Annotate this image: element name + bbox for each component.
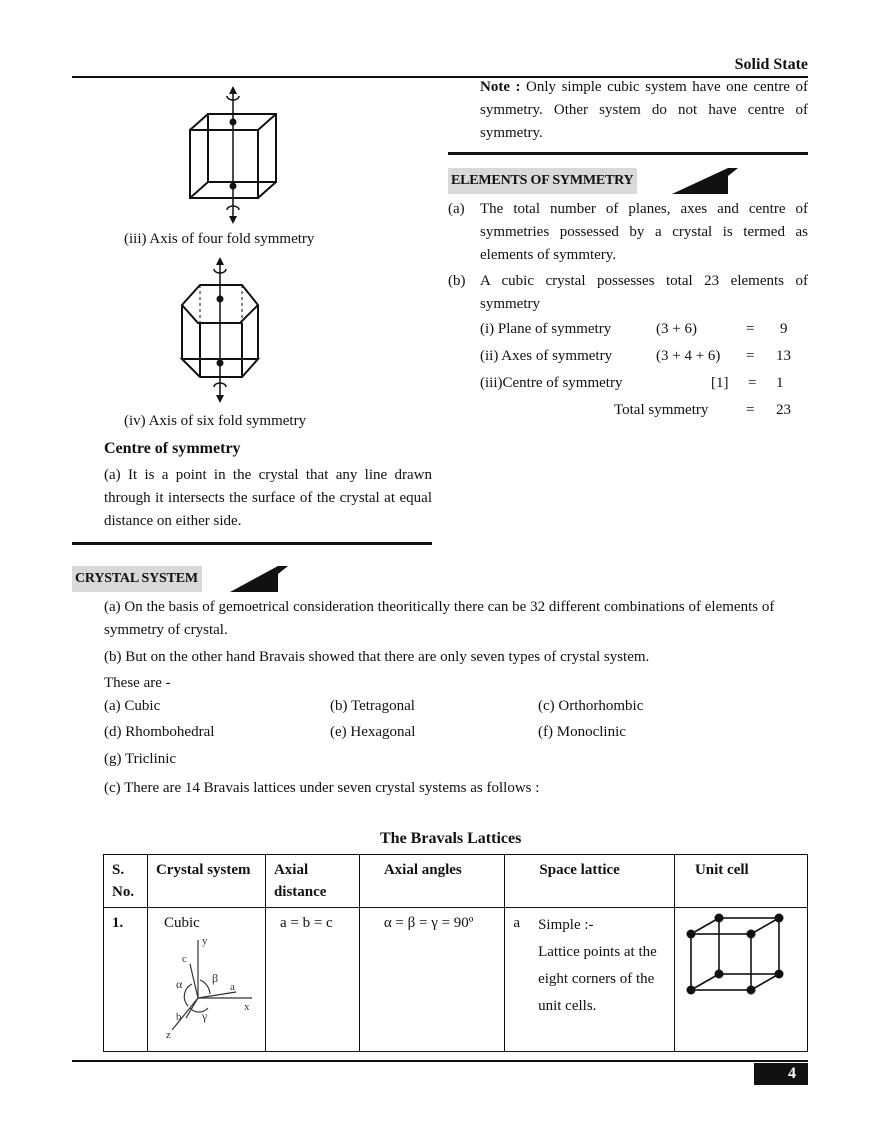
elements-a-marker: (a) [448, 201, 465, 217]
page-number: 4 [754, 1063, 808, 1085]
lattice-description: Lattice points at the eight corners of the unit cells. [538, 944, 657, 1014]
cell-axial-angles: α = β = γ = 90º [359, 908, 505, 1052]
crystal-type-item: (g) Triclinic [104, 751, 177, 767]
symmetry-row-label: (i) Plane of symmetry [480, 321, 612, 337]
figure-caption-iii: (iii) Axis of four fold symmetry [124, 231, 315, 247]
crystal-para-c: (c) There are 14 Bravais lattices under seven crystal systems as follows : [104, 780, 540, 796]
header-axial-distance: Axial distance [265, 855, 359, 908]
symmetry-row-expr: (3 + 4 + 6) [656, 348, 721, 364]
symmetry-row-value: 13 [776, 348, 791, 364]
lattice-title: Simple :- [538, 917, 594, 933]
header-sno: S. No. [104, 855, 148, 908]
centre-heading: Centre of symmetry [104, 440, 241, 457]
axis-label-a: a [229, 981, 235, 993]
cell-unit-cell [674, 908, 807, 1052]
symmetry-row-value: 9 [780, 321, 788, 337]
running-header: Solid State [734, 56, 808, 73]
crystal-type-item: (a) Cubic [104, 698, 161, 714]
symmetry-row-eq: = [746, 348, 755, 364]
cell-crystal-system [147, 908, 265, 1052]
elements-heading: ELEMENTS OF SYMMETRY [448, 168, 637, 194]
centre-text: (a) It is a point in the crystal that any line drawn through it intersects the surface of the crystal at equal distance on either side. [104, 467, 432, 529]
table-header-row [104, 855, 808, 908]
total-symmetry-value: 23 [776, 402, 791, 418]
crystal-type-item: (b) Tetragonal [330, 698, 415, 714]
figure-caption-iv: (iv) Axis of six fold symmetry [124, 413, 307, 429]
axis-label-c: c [181, 953, 187, 965]
lattice-marker: a [513, 915, 521, 931]
cell-axial-distance: a = b = c [265, 908, 359, 1052]
symmetry-row-value: 1 [776, 375, 784, 391]
cell-space-lattice [505, 908, 675, 1052]
elements-heading-bar [448, 168, 748, 194]
crystal-type-item: (c) Orthorhombic [538, 698, 644, 714]
cell-sno: 1. [104, 908, 148, 1052]
heading-wedge [230, 566, 296, 592]
axis-label-b: b [175, 1011, 182, 1023]
total-symmetry-label: Total symmetry [614, 402, 709, 418]
cell-system-name: Cubic [163, 915, 200, 931]
symmetry-row-label: (iii)Centre of symmetry [480, 375, 623, 391]
crystal-these-are: These are - [104, 675, 171, 691]
axis-label-z: z [165, 1029, 171, 1040]
left-column-rule [72, 542, 432, 545]
angle-label-gamma: γ [201, 1009, 208, 1023]
header-crystal-system: Crystal system [147, 855, 265, 908]
note-text: Only simple cubic system have one centre of symmetry. Other system do not have centre of symmetry. [480, 79, 808, 141]
axes-diagram [156, 936, 256, 1040]
crystal-heading: CRYSTAL SYSTEM [72, 566, 202, 592]
heading-wedge [672, 168, 752, 194]
four-fold-axis-figure [170, 82, 300, 227]
footer-rule [72, 1060, 808, 1062]
angle-label-alpha: α [175, 977, 183, 991]
crystal-type-item: (f) Monoclinic [538, 724, 626, 740]
crystal-para-b: (b) But on the other hand Bravais showed that there are only seven types of crystal system. [104, 649, 650, 665]
symmetry-row-eq: = [746, 321, 755, 337]
table-row [104, 908, 808, 1052]
note-paragraph [480, 76, 808, 145]
symmetry-row-eq: = [748, 375, 757, 391]
header-axial-angles: Axial angles [359, 855, 505, 908]
right-column-rule [448, 152, 808, 155]
crystal-type-item: (e) Hexagonal [330, 724, 416, 740]
table-title: The Bravals Lattices [380, 830, 522, 847]
unit-cell-diagram [683, 912, 795, 1012]
elements-b-text: A cubic crystal possesses total 23 elements of symmetry [480, 273, 808, 312]
angle-label-beta: β [211, 971, 219, 985]
symmetry-row-label: (ii) Axes of symmetry [480, 348, 613, 364]
axis-label-y: y [201, 936, 208, 947]
axis-label-x: x [243, 1001, 250, 1013]
total-symmetry-eq: = [746, 402, 755, 418]
crystal-heading-bar [72, 566, 292, 592]
header-unit-cell: Unit cell [674, 855, 807, 908]
symmetry-row-expr: (3 + 6) [656, 321, 697, 337]
crystal-para-a: (a) On the basis of gemoetrical consideration theoritically there can be 32 different combinations of elements of symmetry of crystal. [104, 599, 775, 638]
elements-b-marker: (b) [448, 273, 466, 289]
six-fold-axis-figure [170, 255, 270, 405]
symmetry-row-expr: [1] [711, 375, 729, 391]
note-label: Note : [480, 79, 521, 95]
elements-a-text: The total number of planes, axes and centre of symmetries possessed by a crystal is termed as elements of symmtery. [480, 201, 808, 263]
bravais-table [103, 854, 808, 1052]
crystal-type-item: (d) Rhombohedral [104, 724, 215, 740]
header-space-lattice: Space lattice [505, 855, 675, 908]
